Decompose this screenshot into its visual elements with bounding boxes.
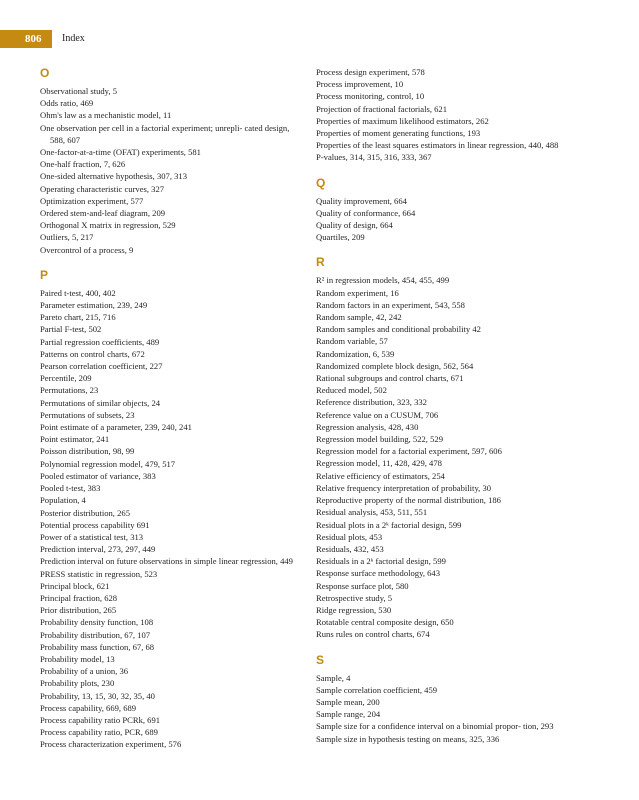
index-entry: Pooled estimator of variance, 383 xyxy=(40,470,156,481)
index-entry: Response surface methodology, 643 xyxy=(316,568,441,579)
index-entry: Principal block, 621 xyxy=(40,580,110,591)
index-entry: Residuals, 432, 453 xyxy=(316,543,384,554)
section-letter-heading: O xyxy=(40,66,50,80)
index-entry: Percentile, 209 xyxy=(40,373,92,384)
index-entry: Process capability ratio PCRk, 691 xyxy=(40,714,161,725)
index-entry: Properties of moment generating functions, 193 xyxy=(316,128,481,139)
section-letter-heading: P xyxy=(40,267,49,282)
index-entry: Patterns on control charts, 672 xyxy=(40,348,145,359)
index-entry: Random samples and conditional probability 42 xyxy=(316,324,481,335)
index-entry: R² in regression models, 454, 455, 499 xyxy=(316,275,450,286)
index-entry: Polynomial regression model, 479, 517 xyxy=(40,458,176,469)
index-entry: Sample mean, 200 xyxy=(316,696,380,707)
index-entry: P-values, 314, 315, 316, 333, 367 xyxy=(316,152,432,163)
index-entry: Process improvement, 10 xyxy=(316,79,404,90)
index-entry: Residuals in a 2ᵏ factorial design, 599 xyxy=(316,556,446,567)
index-entry: Reference value on a CUSUM, 706 xyxy=(316,409,439,420)
index-entry: One-half fraction, 7, 626 xyxy=(40,159,126,170)
index-entry: Principal fraction, 628 xyxy=(40,592,118,603)
index-entry: Random sample, 42, 242 xyxy=(316,312,402,323)
running-head: Index xyxy=(62,33,85,44)
index-entry: Population, 4 xyxy=(40,495,86,506)
index-section xyxy=(316,66,578,164)
index-entry: Regression model building, 522, 529 xyxy=(316,434,443,445)
index-entry: Power of a statistical test, 313 xyxy=(40,531,144,542)
index-entry-list xyxy=(316,672,578,745)
index-entry: Random experiment, 16 xyxy=(316,287,399,298)
index-entry: Operating characteristic curves, 327 xyxy=(40,183,165,194)
index-entry: Parameter estimation, 239, 249 xyxy=(40,300,148,311)
section-letter-heading: R xyxy=(316,255,325,270)
index-section xyxy=(316,176,578,244)
index-entry: Ridge regression, 530 xyxy=(316,604,392,615)
index-entry: Quality improvement, 664 xyxy=(316,195,407,206)
index-entry: One observation per cell in a factorial experiment; unrepli- cated design, 588, 607 xyxy=(40,122,290,145)
index-entry: Poisson distribution, 98, 99 xyxy=(40,446,135,457)
index-entry: Runs rules on control charts, 674 xyxy=(316,629,430,640)
index-entry: Probability density function, 108 xyxy=(40,617,154,628)
index-entry: Rotatable central composite design, 650 xyxy=(316,617,454,628)
index-entry-list xyxy=(40,287,302,751)
index-entry: Random factors in an experiment, 543, 558 xyxy=(316,299,465,310)
index-entry: Response surface plot, 580 xyxy=(316,580,409,591)
index-entry: One-sided alternative hypothesis, 307, 313 xyxy=(40,171,188,182)
index-entry: Point estimator, 241 xyxy=(40,434,110,445)
index-entry: Randomized complete block design, 562, 564 xyxy=(316,360,474,371)
index-entry: Probability plots, 230 xyxy=(40,678,115,689)
index-entry: Odds ratio, 469 xyxy=(40,98,94,109)
index-entry: Overcontrol of a process, 9 xyxy=(40,244,134,255)
index-entry: Permutations of subsets, 23 xyxy=(40,409,135,420)
index-entry: Relative frequency interpretation of probability, 30 xyxy=(316,482,492,493)
index-entry: Prior distribution, 265 xyxy=(40,605,117,616)
section-letter-heading: Q xyxy=(316,175,326,190)
index-entry: Sample size in hypothesis testing on means, 325, 336 xyxy=(316,733,500,744)
index-entry: Regression model, 11, 428, 429, 478 xyxy=(316,458,442,469)
index-entry: Residual plots in a 2ᵏ factorial design, 599 xyxy=(316,519,462,530)
index-entry: Optimization experiment, 577 xyxy=(40,195,144,206)
index-entry: Process design experiment, 578 xyxy=(316,67,425,77)
index-entry: Retrospective study, 5 xyxy=(316,592,393,603)
index-entry: Reproductive property of the normal distribution, 186 xyxy=(316,495,501,506)
index-entry: Projection of fractional factorials, 621 xyxy=(316,103,448,114)
index-entry: Reduced model, 502 xyxy=(316,385,387,396)
index-entry: Sample correlation coefficient, 459 xyxy=(316,684,438,695)
index-entry: Sample range, 204 xyxy=(316,709,381,720)
index-entry: Properties of the least squares estimators in linear regression, 440, 488 xyxy=(316,140,559,151)
index-entry: Probability of a union, 36 xyxy=(40,666,129,677)
index-entry: Properties of maximum likelihood estimators, 262 xyxy=(316,115,489,126)
index-entry: Prediction interval on future observations in simple linear regression, 449 xyxy=(40,556,293,567)
index-entry: Quality of conformance, 664 xyxy=(316,207,416,218)
index-entry: Rational subgroups and control charts, 671 xyxy=(316,373,464,384)
index-section xyxy=(316,653,578,745)
index-section xyxy=(316,255,578,640)
index-entry: Randomization, 6, 539 xyxy=(316,348,395,359)
index-entry: Process monitoring, control, 10 xyxy=(316,91,425,102)
index-entry: Observational study, 5 xyxy=(40,86,118,96)
index-entry: Prediction interval, 273, 297, 449 xyxy=(40,544,156,555)
index-entry: Random variable, 57 xyxy=(316,336,388,347)
index-entry: Probability model, 13 xyxy=(40,653,115,664)
index-section xyxy=(40,66,302,256)
index-entry-list xyxy=(316,274,578,640)
index-entry: Probability mass function, 67, 68 xyxy=(40,641,155,652)
index-entry: Outliers, 5, 217 xyxy=(40,232,94,243)
index-entry-list xyxy=(316,195,578,244)
index-entry-list xyxy=(40,85,302,256)
index-entry: Pooled t-test, 383 xyxy=(40,483,101,494)
index-entry: Process characterization experiment, 576 xyxy=(40,739,182,750)
index-entry: PRESS statistic in regression, 523 xyxy=(40,568,158,579)
index-entry: Quality of design, 664 xyxy=(316,220,393,231)
index-entry: Ordered stem-and-leaf diagram, 209 xyxy=(40,208,166,219)
index-entry: Permutations of similar objects, 24 xyxy=(40,397,161,408)
index-entry: Sample size for a confidence interval on a binomial propor- tion, 293 xyxy=(316,721,554,732)
index-entry: Process capability, 669, 689 xyxy=(40,702,137,713)
index-entry: Pareto chart, 215, 716 xyxy=(40,312,116,323)
index-entry: Partial F-test, 502 xyxy=(40,324,102,335)
index-entry: Quartiles, 209 xyxy=(316,232,365,243)
index-entry: Probability distribution, 67, 107 xyxy=(40,629,151,640)
page-number: 806 xyxy=(25,33,42,45)
index-entry: Point estimate of a parameter, 239, 240, 241 xyxy=(40,422,192,433)
index-entry: Regression model for a factorial experiment, 597, 606 xyxy=(316,446,502,457)
index-entry: Sample, 4 xyxy=(316,672,351,683)
index-entry: Pearson correlation coefficient, 227 xyxy=(40,361,163,372)
index-entry: Probability, 13, 15, 30, 32, 35, 40 xyxy=(40,690,155,701)
index-section xyxy=(40,268,302,751)
index-column-right xyxy=(316,66,578,757)
index-entry: Orthogonal X matrix in regression, 529 xyxy=(40,220,176,231)
index-entry: Posterior distribution, 265 xyxy=(40,507,130,518)
index-entry: One-factor-at-a-time (OFAT) experiments, 581 xyxy=(40,147,201,158)
index-column-left xyxy=(40,66,302,763)
index-entry: Ohm's law as a mechanistic model, 11 xyxy=(40,110,172,121)
index-entry: Regression analysis, 428, 430 xyxy=(316,421,419,432)
index-entry-list xyxy=(316,66,578,164)
index-entry: Residual analysis, 453, 511, 551 xyxy=(316,507,428,518)
index-entry: Partial regression coefficients, 489 xyxy=(40,336,160,347)
index-entry: Reference distribution, 323, 332 xyxy=(316,397,427,408)
index-entry: Permutations, 23 xyxy=(40,385,99,396)
index-entry: Relative efficiency of estimators, 254 xyxy=(316,470,445,481)
section-letter-heading: S xyxy=(316,652,325,667)
index-entry: Process capability ratio, PCR, 689 xyxy=(40,727,158,738)
index-entry: Paired t-test, 400, 402 xyxy=(40,287,116,298)
index-entry: Residual plots, 453 xyxy=(316,531,383,542)
index-entry: Potential process capability 691 xyxy=(40,519,150,530)
